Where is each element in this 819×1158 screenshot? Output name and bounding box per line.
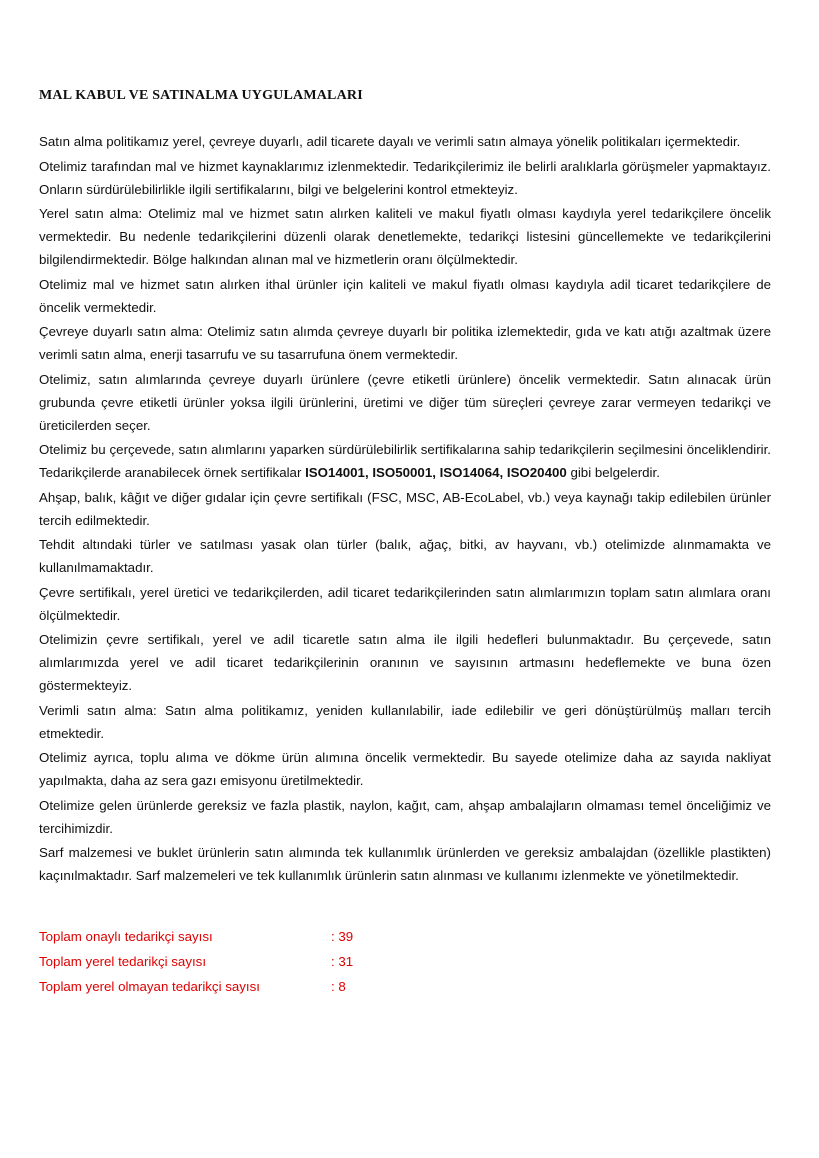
paragraph: Otelimiz mal ve hizmet satın alırken ithal ürünler için kaliteli ve makul fiyatlı olması kaydıyla adil ticaret tedarikçilere de öncelik vermektedir. xyxy=(39,276,771,315)
paragraph: Tehdit altındaki türler ve satılması yasak olan türler (balık, ağaç, bitki, av hayvanı, vb.) otelimizde alınmamakta ve kullanılmamaktadır. xyxy=(39,537,771,575)
document-page xyxy=(39,86,771,999)
paragraph: Satın alma politikamız yerel, çevreye duyarlı, adil ticarete dayalı ve verimli satın almaya yönelik politikaları içermektedir. xyxy=(39,134,741,149)
page-title: MAL KABUL VE SATINALMA UYGULAMALARI xyxy=(39,88,363,103)
certificates-text: Otelimiz bu çerçevede, satın alımlarını yaparken sürdürülebilirlik sertifikalarına sahip tedarikçilerin seçilmesini önceliklendirir. Tedarikçilerde aranabilecek örnek sertifikalar xyxy=(39,442,771,480)
stat-value: : 39 xyxy=(331,929,354,944)
supplier-stats xyxy=(39,924,771,999)
paragraph: Otelimiz ayrıca, toplu alıma ve dökme ürün alımına öncelik vermektedir. Bu sayede otelimize daha az sayıda nakliyat yapılmakta, daha az sera gazı emisyonu üretilmektedir. xyxy=(39,750,771,788)
paragraph: Otelimize gelen ürünlerde gereksiz ve fazla plastik, naylon, kağıt, cam, ahşap ambalajların olmaması temel önceliğimiz ve tercihimizdir. xyxy=(39,797,771,836)
paragraph: Çevreye duyarlı satın alma: Otelimiz satın alımda çevreye duyarlı bir politika izlemektedir, gıda ve katı atığı azaltmak üzere verimli satın alma, enerji tasarrufu ve su tasarrufuna önem vermektedir. xyxy=(39,324,771,362)
stat-label: Toplam yerel olmayan tedarikçi sayısı xyxy=(39,979,260,994)
paragraph: Otelimiz tarafından mal ve hizmet kaynaklarımız izlenmektedir. Tedarikçilerimiz ile belirli aralıklarla görüşmeler yapmaktayız. Onların sürdürülebilirlikle ilgili sertifikalarını, bilgi ve belgelerini kontrol etmekteyiz. xyxy=(39,158,771,197)
paragraph: Otelimizin çevre sertifikalı, yerel ve adil ticaretle satın alma ile ilgili hedefleri bulunmaktadır. Bu çerçevede, satın alımlarımızda yerel ve adil ticaret tedarikçilerinin oranının ve sayısının artmasını hedeflemekte ve buna özen göstermekteyiz. xyxy=(39,632,771,693)
paragraph: Ahşap, balık, kâğıt ve diğer gıdalar için çevre sertifikalı (FSC, MSC, AB-EcoLabel, vb.) veya kaynağı takip edilebilen ürünler tercih edilmektedir. xyxy=(39,489,771,528)
certificates-text-end: gibi belgelerdir. xyxy=(566,465,660,480)
stat-value: : 8 xyxy=(331,979,346,994)
stat-value: : 31 xyxy=(331,954,354,969)
paragraph: Verimli satın alma: Satın alma politikamız, yeniden kullanılabilir, iade edilebilir ve geri dönüştürülmüş malları tercih etmektedir. xyxy=(39,702,771,741)
paragraph: Sarf malzemesi ve buklet ürünlerin satın alımında tek kullanımlık ürünlerden ve gereksiz ambalajdan (özellikle plastikten) kaçınılmaktadır. Sarf malzemeleri ve tek kullanımlık ürünlerin satın alınması ve kullanımı izlenmekte ve yönetilmektedir. xyxy=(39,845,771,883)
certificates-paragraph xyxy=(39,438,771,484)
stat-label: Toplam yerel tedarikçi sayısı xyxy=(39,954,207,969)
stat-label: Toplam onaylı tedarikçi sayısı xyxy=(39,929,213,944)
paragraph: Yerel satın alma: Otelimiz mal ve hizmet satın alırken kaliteli ve makul fiyatlı olması kaydıyla yerel tedarikçilere öncelik vermektedir. Bu nedenle tedarikçilerini düzenli olarak denetlemekte, tedarikçi listesini güncellemekte ve tedarikçilerini bilgilendirmektedir. Bölge halkından alınan mal ve hizmetlerin oranı ölçülmektedir. xyxy=(39,206,771,267)
paragraph: Çevre sertifikalı, yerel üretici ve tedarikçilerden, adil ticaret tedarikçilerinden satın alımlarımızın toplam satın alımlara oranı ölçülmektedir. xyxy=(39,584,771,623)
paragraph: Otelimiz, satın alımlarında çevreye duyarlı ürünlere (çevre etiketli ürünlere) öncelik vermektedir. Satın alınacak ürün grubunda çevre etiketli ürünler yoksa ilgili ürünlerini, üretimi ve diğer tüm süreçleri çevreye zarar vermeyen tedarikçi ve üreticilerden seçer. xyxy=(39,371,771,433)
certificates-list: ISO14001, ISO50001, ISO14064, ISO20400 xyxy=(305,465,567,480)
stat-row-approved-suppliers xyxy=(39,924,771,949)
stat-row-non-local-suppliers xyxy=(39,974,771,999)
stat-row-local-suppliers xyxy=(39,949,771,974)
